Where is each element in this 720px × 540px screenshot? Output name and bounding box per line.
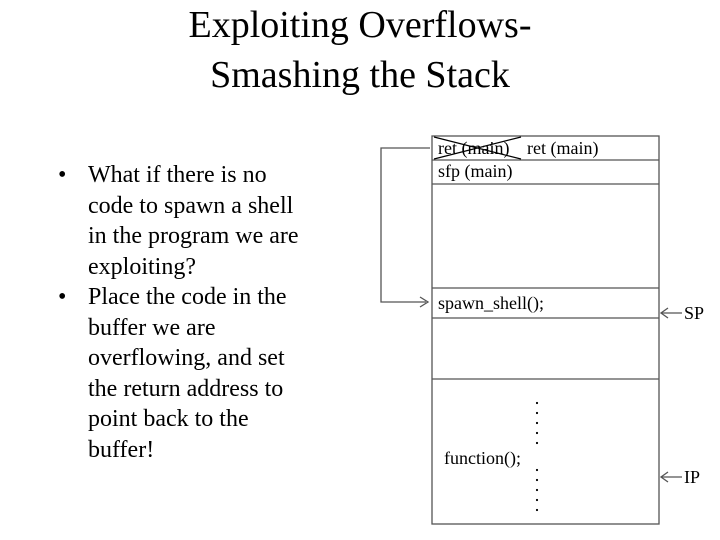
bullet-line: Place the code in the	[88, 284, 287, 310]
sfp-label: sfp (main)	[438, 161, 513, 181]
function-call-label: function();	[444, 448, 521, 468]
bullet-line: code to spawn a shell	[88, 192, 294, 219]
bullet-line: point back to the	[88, 406, 249, 432]
sp-label: SP	[684, 303, 705, 323]
bullet-line: exploiting?	[88, 253, 196, 280]
bullet-marker: •	[58, 284, 67, 310]
bullet-line: What if there is no	[88, 162, 267, 188]
bullet-marker: •	[58, 162, 67, 188]
bullet-line: buffer!	[88, 436, 155, 463]
ret-new-label: ret (main)	[527, 138, 599, 158]
bullet-line: the return address to	[88, 375, 284, 402]
bullet-line: in the program we are	[88, 223, 299, 249]
ip-label: IP	[684, 467, 701, 487]
bullet-line: buffer we are	[88, 314, 216, 341]
dotted-column-upper	[536, 402, 538, 444]
ret-old-label: ret (main)	[438, 138, 510, 158]
dotted-column-lower	[536, 469, 538, 511]
bullet-line: overflowing, and set	[88, 345, 285, 371]
slide-title-line-2: Smashing the Stack	[210, 54, 510, 96]
spawn-shell-label: spawn_shell();	[438, 293, 544, 313]
slide-title-line-1: Exploiting Overflows-	[188, 4, 532, 46]
return-pointer-arrow	[381, 148, 430, 302]
